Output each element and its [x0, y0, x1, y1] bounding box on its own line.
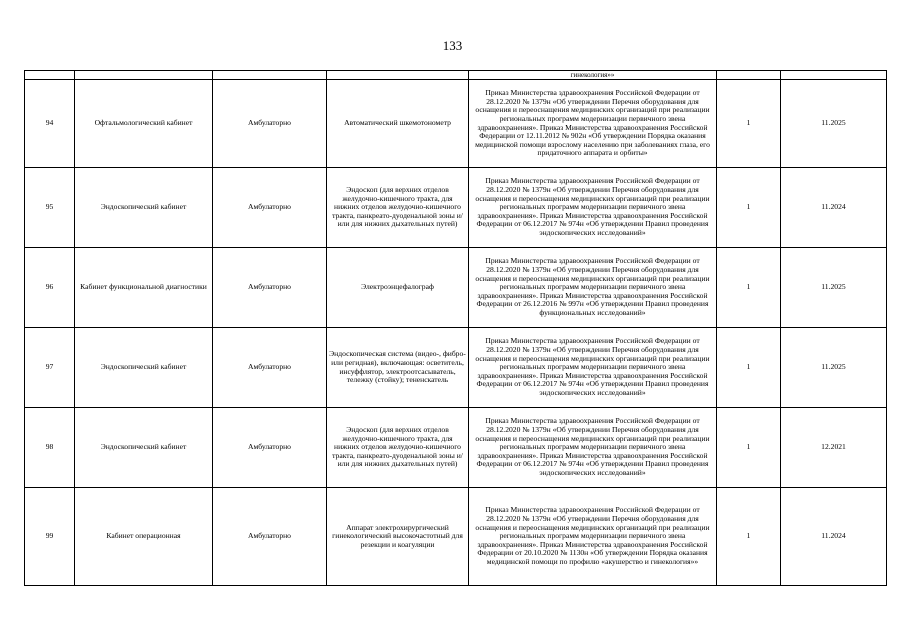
cell-legal-basis: Приказ Министерства здравоохранения Российской Федерации от 28.12.2020 № 1379н «Об утверждении Перечня оборудования для оснащения и переоснащения медицинских организаций при реализации региональных программ модернизации первичного звена здравоохранения». Приказ Министерства здравоохранения Российской Федерации от 26.12.2016 № 997н «Об утверждении Правил проведения функциональных исследований»	[469, 248, 717, 328]
table-row	[25, 248, 887, 328]
cell-cabinet: Кабинет функциональной диагностики	[75, 248, 213, 328]
cell-cabinet: Эндоскопический кабинет	[75, 408, 213, 488]
cell-empty	[717, 71, 781, 80]
cell-legal-basis: Приказ Министерства здравоохранения Российской Федерации от 28.12.2020 № 1379н «Об утверждении Перечня оборудования для оснащения и переоснащения медицинских организаций при реализации региональных программ модернизации первичного звена здравоохранения». Приказ Министерства здравоохранения Российской Федерации от 06.12.2017 № 974н «Об утверждении Правил проведения эндоскопических исследований»	[469, 328, 717, 408]
table-row	[25, 408, 887, 488]
cell-legal-basis: Приказ Министерства здравоохранения Российской Федерации от 28.12.2020 № 1379н «Об утверждении Перечня оборудования для оснащения и переоснащения медицинских организаций при реализации региональных программ модернизации первичного звена здравоохранения». Приказ Министерства здравоохранения Российской Федерации от 20.10.2020 № 1130н «Об утверждении Порядка оказания медицинской помощи по профилю «акушерство и гинекология»»	[469, 488, 717, 586]
cell-equipment: Автоматический шкемотонометр	[327, 80, 469, 168]
cell-empty	[75, 71, 213, 80]
table-row	[25, 168, 887, 248]
cell-quantity: 1	[717, 488, 781, 586]
cell-cabinet: Эндоскопический кабинет	[75, 168, 213, 248]
cell-empty	[781, 71, 887, 80]
equipment-table	[24, 70, 887, 586]
cell-quantity: 1	[717, 80, 781, 168]
continuation-row	[25, 71, 887, 80]
cell-date: 11.2024	[781, 168, 887, 248]
cell-number: 96	[25, 248, 75, 328]
cell-number: 94	[25, 80, 75, 168]
cell-legal-basis: Приказ Министерства здравоохранения Российской Федерации от 28.12.2020 № 1379н «Об утверждении Перечня оборудования для оснащения и переоснащения медицинских организаций при реализации региональных программ модернизации первичного звена здравоохранения». Приказ Министерства здравоохранения Российской Федерации от 06.12.2017 № 974н «Об утверждении Правил проведения эндоскопических исследований»	[469, 168, 717, 248]
cell-condition: Амбулаторно	[213, 408, 327, 488]
cell-number: 97	[25, 328, 75, 408]
cell-condition: Амбулаторно	[213, 328, 327, 408]
cell-empty	[25, 71, 75, 80]
table-row	[25, 80, 887, 168]
cell-condition: Амбулаторно	[213, 168, 327, 248]
cell-condition: Амбулаторно	[213, 80, 327, 168]
cell-quantity: 1	[717, 248, 781, 328]
cell-date: 12.2021	[781, 408, 887, 488]
cell-date: 11.2025	[781, 80, 887, 168]
cell-equipment: Эндоскопическая система (видео-, фибро- или регидная), включающая: осветитель, инсуффлятор, электроотсасыватель, тележку (стойку); тененскатель	[327, 328, 469, 408]
cell-number: 95	[25, 168, 75, 248]
cell-date: 11.2025	[781, 248, 887, 328]
cell-empty	[213, 71, 327, 80]
page-number: 133	[442, 38, 463, 53]
cell-cabinet: Эндоскопический кабинет	[75, 328, 213, 408]
cell-equipment: Эндоскоп (для верхних отделов желудочно-кишечного тракта, для нижних отделов желудочно-кишечного тракта, панкреато-дуоденальной зоны и/или для нижних дыхательных путей)	[327, 168, 469, 248]
cell-equipment: Эндоскоп (для верхних отделов желудочно-кишечного тракта, для нижних отделов желудочно-кишечного тракта, панкреато-дуоденальной зоны и/или для нижних дыхательных путей)	[327, 408, 469, 488]
cell-date: 11.2025	[781, 328, 887, 408]
cell-date: 11.2024	[781, 488, 887, 586]
cell-empty	[327, 71, 469, 80]
cell-number: 99	[25, 488, 75, 586]
cell-legal-basis: Приказ Министерства здравоохранения Российской Федерации от 28.12.2020 № 1379н «Об утверждении Перечня оборудования для оснащения и переоснащения медицинских организаций при реализации региональных программ модернизации первичного звена здравоохранения». Приказ Министерства здравоохранения Российской Федерации от 12.11.2012 № 902н «Об утверждении Порядка оказания медицинской помощи взрослому населению при заболеваниях глаза, его придаточного аппарата и орбиты»	[469, 80, 717, 168]
cell-quantity: 1	[717, 168, 781, 248]
cell-quantity: 1	[717, 328, 781, 408]
cell-condition: Амбулаторно	[213, 248, 327, 328]
table-row	[25, 328, 887, 408]
cell-condition: Амбулаторно	[213, 488, 327, 586]
cell-cabinet: Кабинет операционная	[75, 488, 213, 586]
cell-legal-basis: Приказ Министерства здравоохранения Российской Федерации от 28.12.2020 № 1379н «Об утверждении Перечня оборудования для оснащения и переоснащения медицинских организаций при реализации региональных программ модернизации первичного звена здравоохранения». Приказ Министерства здравоохранения Российской Федерации от 06.12.2017 № 974н «Об утверждении Правил проведения эндоскопических исследований»	[469, 408, 717, 488]
cell-equipment: Электроэнцефалограф	[327, 248, 469, 328]
cell-number: 98	[25, 408, 75, 488]
cell-continuation: гинекология»»	[469, 71, 717, 80]
table-row	[25, 488, 887, 586]
cell-quantity: 1	[717, 408, 781, 488]
cell-cabinet: Офтальмологический кабинет	[75, 80, 213, 168]
cell-equipment: Аппарат электрохирургический гинекологический высокочастотный для резекции и коагуляции	[327, 488, 469, 586]
